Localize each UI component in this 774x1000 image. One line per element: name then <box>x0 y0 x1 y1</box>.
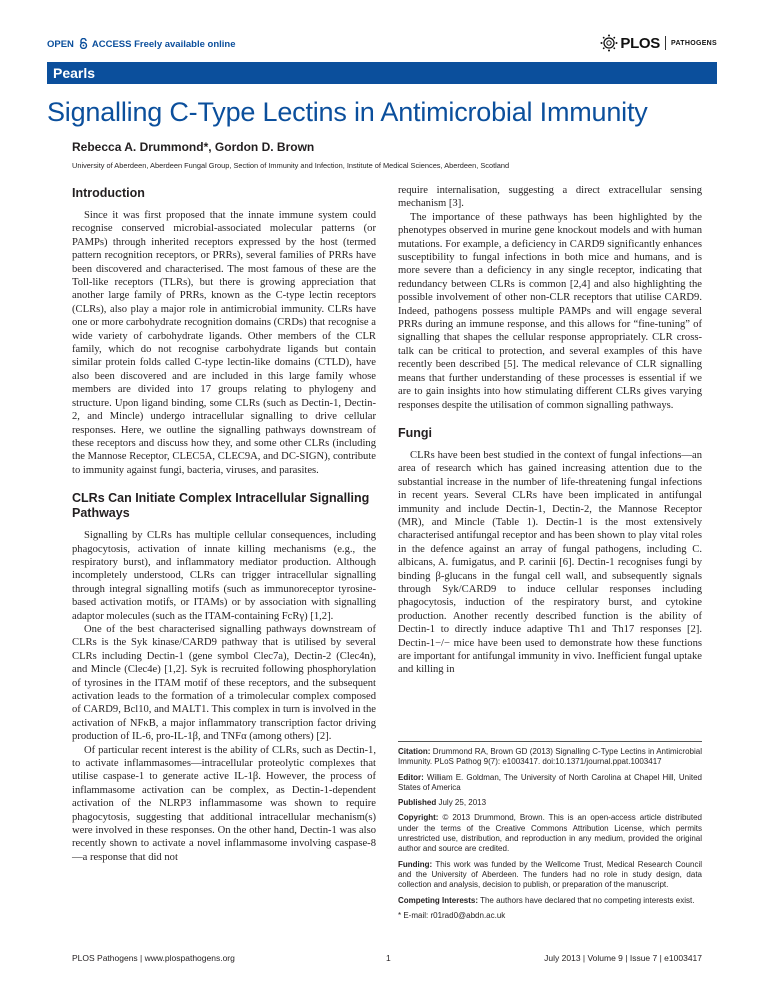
article-title: Signalling C-Type Lectins in Antimicrobial Immunity <box>47 97 648 127</box>
journal-header <box>47 34 717 54</box>
footer-issue-info: July 2013 | Volume 9 | Issue 7 | e1003417 <box>544 953 702 963</box>
citation-text: Drummond RA, Brown GD (2013) Signalling C-Type Lectins in Antimicrobial Immunity. PLoS Pathog 9(7): e1003417. doi:10.1371/journal.ppat.1003417 <box>398 747 703 767</box>
competing-interests-info <box>398 896 702 906</box>
article-info-divider <box>398 741 702 742</box>
article-info <box>398 747 702 926</box>
signalling-paragraph: One of the best characterised signalling pathways downstream of CLRs is the Syk kinase/CARD9 pathway that is utilised by several CLRs including Dectin-1 (gene symbol Clec7a), Dectin-2 (Clec4n), and Mincle (Clec4e) [1,2]. Syk is recruited following phosphorylation of tyrosines in the ITAM motif of these receptors, and the subsequent activation leads to the formation of a trimolecular complex composed of CARD9, Bcl10, and MALT1. This complex in turn is involved in the activation of NFκB, a major inflammatory transcription factor driving production of IL-6, pro-IL-1β, and TNFα (among others) [2]. <box>72 623 376 743</box>
editor-info <box>398 773 702 794</box>
section-heading-fungi: Fungi <box>398 425 433 440</box>
open-access-right: ACCESS <box>91 39 132 50</box>
author-affiliation: University of Aberdeen, Aberdeen Fungal Group, Section of Immunity and Infection, Institute of Medical Sciences, Aberdeen, Scotland <box>72 161 510 170</box>
copyright-text: © 2013 Drummond, Brown. This is an open-access article distributed under the terms of the Creative Commons Attribution License, which permits unrestricted use, distribution, and reproduction in any medium, provided the original author and source are credited. <box>398 813 702 854</box>
section-heading-introduction: Introduction <box>72 186 145 200</box>
plos-logo <box>600 34 717 52</box>
editor-text: William E. Goldman, The University of North Carolina at Chapel Hill, United States of America <box>398 772 702 792</box>
footer-journal-site: PLOS Pathogens | www.plospathogens.org <box>72 953 235 963</box>
availability-label: Freely available online <box>134 39 236 50</box>
copyright-info <box>398 813 702 854</box>
page-number: 1 <box>386 953 391 963</box>
article-authors: Rebecca A. Drummond*, Gordon D. Brown <box>72 140 315 154</box>
left-column <box>72 186 376 864</box>
citation-info <box>398 747 702 768</box>
corresponding-email[interactable]: * E-mail: r01rad0@abdn.ac.uk <box>398 910 506 920</box>
logo-divider <box>665 36 666 50</box>
open-access-badge <box>47 38 236 50</box>
signalling-paragraph: Signalling by CLRs has multiple cellular consequences, including phagocytosis, activation of innate killing mechanisms (e.g., the respiratory burst), and inflammatory mediator production. Although incompletely understood, CLRs can trigger intracellular signalling through integral signalling motifs (such as immunoreceptor tyrosine-based activation motifs, or ITAMs) or by association with signalling adaptor molecules (such as the ITAM-containing FcRγ) [1,2]. <box>72 530 376 622</box>
fungi-paragraph: CLRs have been best studied in the context of fungal infections—an area of research which has gained increasing attention due to the substantial increase in the number of life-threatening fungal infections in recent years. Several CLRs have been implicated in antifungal immunity and include Dectin-1, Dectin-2, the Mannose Receptor (MR), and Mincle (Table 1). Dectin-1 is the most extensively characterised antifungal receptor and has been shown to play vital roles in the defence against an array of fungal pathogens, including C. albicans, A. fumigatus, and P. carinii [6]. Dectin-1 recognises fungi by binding β-glucans in the fungal cell wall, and subsequently signals through Syk/CARD9 to induce cellular responses including phagocytosis, induction of the respiratory burst, and cytokine production. Another recently described function is the ability of Dectin-1 to directly induce adaptive Th1 and Th17 responses [2]. Dectin-1−/− mice have been used to demonstrate how these functions are important for antifungal immunity in vivo. Inefficient fungal uptake and killing in <box>398 449 702 676</box>
continued-paragraph: require internalisation, suggesting a direct extracellular sensing mechanism [3]. <box>398 185 702 210</box>
section-heading-signalling: CLRs Can Initiate Complex Intracellular Signalling Pathways <box>72 491 370 521</box>
competing-interests-label: Competing Interests: <box>398 895 479 905</box>
section-label: Pearls <box>53 65 96 81</box>
funding-text: This work was funded by the Wellcome Trust, Medical Research Council and the University of Aberdeen. The funders had no role in study design, data collection and analysis, decision to publish, or preparation of the manuscript. <box>398 859 702 890</box>
published-label: Published <box>398 798 437 808</box>
continued-paragraph: The importance of these pathways has been highlighted by the phenotypes observed in murine gene knockout models and with human mutations. For example, a deficiency in CARD9 significantly enhances susceptibility to fungal infections in both mice and humans, and is more severe than a deficiency in any single receptor, indicating that redundancy between CLRs is common [2,4] and also highlighting the possible involvement of other non-CLR receptors that utilise CARD9. Indeed, pathogens possess multiple PAMPs and will engage several PRRs during an immune response, and this allows for “fine-tuning” of signalling that shapes the cellular response appropriately. CLR cross-talk can be critical to protection, and several examples of this have recently been described [5]. The medical relevance of CLR signalling means that further understanding of these processes is essential if we are to gain insights into how stimulating different CLRs gives varying responses despite the utilisation of common signalling pathways. <box>398 211 702 411</box>
section-banner <box>47 62 717 84</box>
editor-label: Editor: <box>398 772 424 782</box>
intro-paragraph: Since it was first proposed that the innate immune system could recognise conserved microbial-associated molecular patterns (or PAMPs) through inherited receptors expressed by the host (termed pattern recognition receptors, or PRRs), several families of PRRs have been discovered and characterised. The most famous of these are the Toll-like receptors (TLRs), but there is growing appreciation that another large family of PRRs, known as the C-type lectin receptors (CLRs), also play a major role in antimicrobial immunity. CLRs have one or more carbohydrate recognition domains (CRDs) that recognise a wide variety of carbohydrate ligands. Other members of the CLR family, which do not recognise carbohydrate ligands but contain similar protein folds called C-type lectin-like domains (CTLD), have also been discovered and are included in this large family whose members are divided into 17 groups relating to phylogeny and structure. Upon ligand binding, some CLRs (such as Dectin-1, Dectin-2, and Mincle) undergo intracellular signalling to drive cellular responses. Here, we outline the signalling pathways downstream of these receptors and discuss how they, and some other CLRs (including the Mannose Receptor, CLEC5A, CLEC9A, and DC-SIGN), contribute to immunity against fungi, bacteria, viruses, and parasites. <box>72 210 376 476</box>
published-date: July 25, 2013 <box>438 798 487 808</box>
funding-info <box>398 860 702 891</box>
journal-name: PATHOGENS <box>671 39 717 47</box>
copyright-label: Copyright: <box>398 813 439 823</box>
publisher-name: PLOS <box>620 34 660 52</box>
right-column <box>398 184 702 677</box>
open-lock-icon <box>79 38 88 49</box>
plos-logo-mark-icon <box>600 34 618 52</box>
published-info <box>398 798 702 808</box>
competing-interests-text: The authors have declared that no competing interests exist. <box>480 895 695 905</box>
citation-label: Citation: <box>398 747 431 756</box>
open-access-left: OPEN <box>47 39 74 50</box>
funding-label: Funding: <box>398 859 433 869</box>
signalling-paragraph: Of particular recent interest is the ability of CLRs, such as Dectin-1, to activate inflammasomes—intracellular proteolytic complexes that utilise caspase-1 to generate active IL-1β. However, the process of inflammasome activation can be complex, as Dectin-1-dependent activation of the NLRP3 inflammasome was shown to require phagocytosis, suggesting that additional intracellular mechanism(s) were involved in these responses. On the other hand, Dectin-1 was also recently shown to activate a novel inflammasome involving caspase-8—a response that did not <box>72 744 376 863</box>
